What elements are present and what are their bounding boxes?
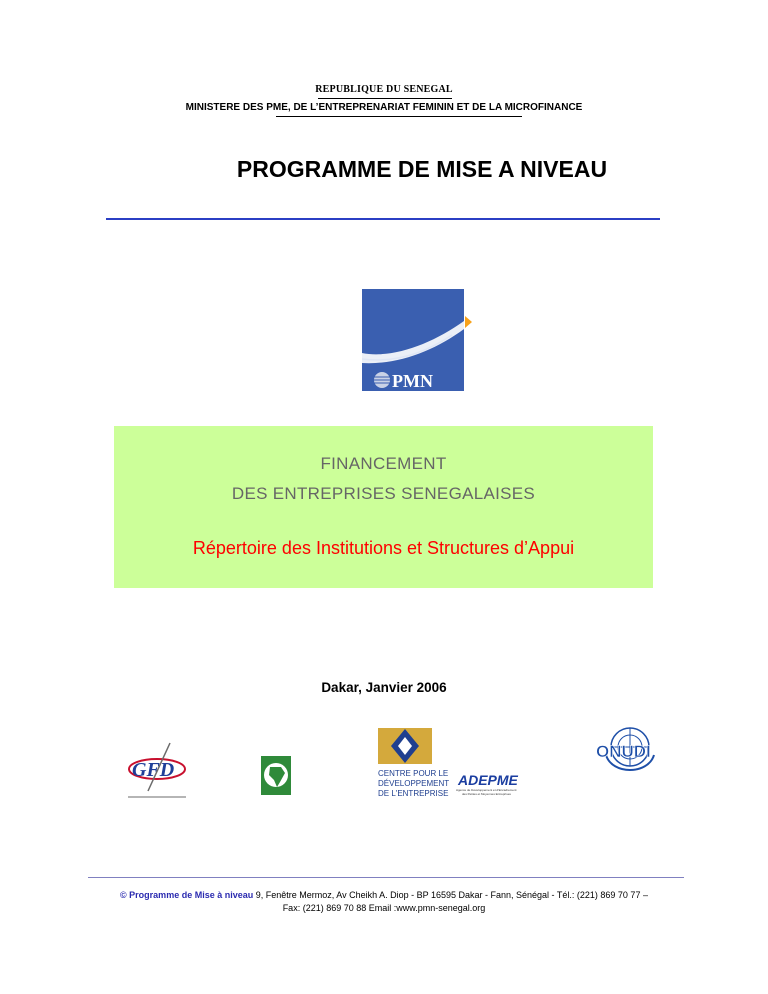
ministere-heading: MINISTERE DES PME, DE L’ENTREPRENARIAT FEMININ ET DE LA MICROFINANCE bbox=[185, 102, 583, 113]
pmn-logo-globe bbox=[374, 372, 390, 388]
banner-line-2: DES ENTREPRISES SENEGALAISES bbox=[231, 484, 536, 503]
gfd-logo bbox=[128, 743, 186, 797]
programme-title: PROGRAMME DE MISE A NIVEAU bbox=[236, 156, 608, 182]
svg-text:des Petites et Moyennes Entrep: des Petites et Moyennes Entreprises bbox=[462, 792, 511, 796]
footer-brand: © Programme de Mise à niveau bbox=[120, 890, 254, 900]
republique-underline bbox=[318, 98, 452, 99]
title-divider bbox=[106, 218, 660, 220]
svg-text:GFD: GFD bbox=[132, 759, 175, 781]
footer-address: 9, Fenêtre Mermoz, Av Cheikh A. Diop - BP 16595 Dakar - Fann, Sénégal - Tél.: (221) 869 70 77 – bbox=[253, 890, 648, 900]
title-banner bbox=[114, 426, 653, 588]
pmn-logo bbox=[362, 289, 474, 391]
republique-heading: REPUBLIQUE DU SENEGAL bbox=[315, 84, 453, 95]
svg-text:DE L'ENTREPRISE: DE L'ENTREPRISE bbox=[378, 789, 449, 798]
footer-address-line bbox=[0, 890, 768, 900]
afdb-logo bbox=[261, 756, 291, 795]
ministere-underline bbox=[276, 116, 522, 117]
partner-logos bbox=[0, 725, 768, 835]
footer-divider bbox=[88, 877, 684, 878]
adepme-logo bbox=[456, 772, 519, 796]
svg-text:CENTRE POUR LE: CENTRE POUR LE bbox=[378, 769, 449, 778]
footer-contact: Fax: (221) 869 70 88 Email :www.pmn-senegal.org bbox=[282, 903, 486, 913]
svg-text:ADEPME: ADEPME bbox=[458, 772, 518, 788]
svg-text:Agence de Développement et d'E: Agence de Développement et d'Encadrement bbox=[456, 788, 517, 792]
document-date: Dakar, Janvier 2006 bbox=[321, 680, 447, 695]
svg-text:DÉVELOPPEMENT: DÉVELOPPEMENT bbox=[378, 779, 450, 788]
pmn-logo-arrow bbox=[465, 316, 472, 328]
svg-text:ONUDI: ONUDI bbox=[596, 742, 651, 761]
onudi-logo bbox=[596, 728, 654, 770]
pmn-logo-text: PMN bbox=[392, 371, 433, 391]
banner-line-1: FINANCEMENT bbox=[320, 454, 447, 473]
cde-logo bbox=[378, 728, 449, 798]
banner-subtitle: Répertoire des Institutions et Structures d’Appui bbox=[192, 538, 575, 558]
